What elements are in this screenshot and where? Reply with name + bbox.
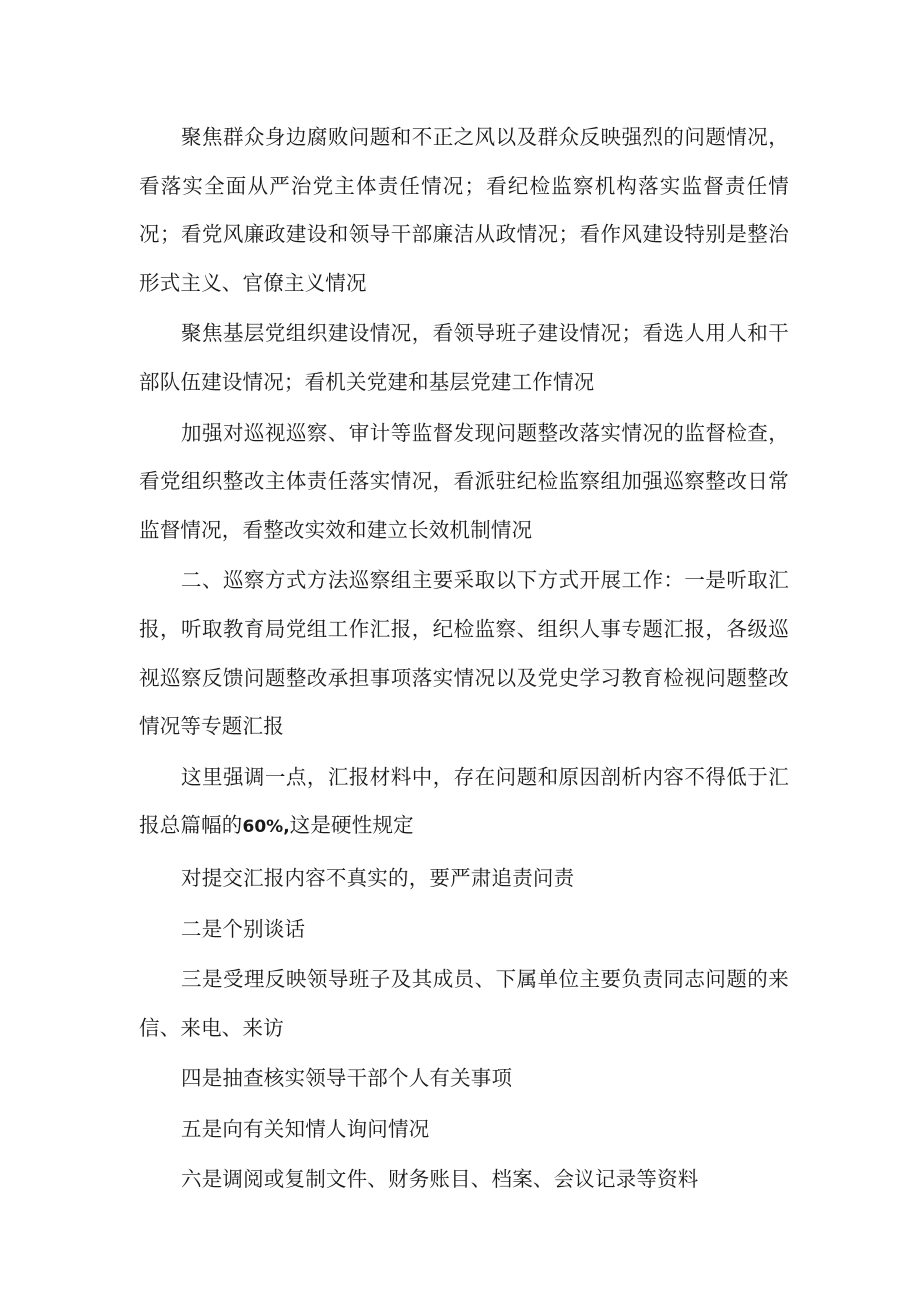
paragraph-focus-corruption: 聚焦群众身边腐败问题和不正之风以及群众反映强烈的问题情况，看落实全面从严治党主体责任情况；看纪检监察机构落实监督责任情况；看党风廉政建设和领导干部廉洁从政情况；看作风建设特别是整治形式主义、官僚主义情况 — [139, 125, 789, 295]
paragraph-focus-party-organization: 聚焦基层党组织建设情况，看领导班子建设情况；看选人用人和干部队伍建设情况；看机关党建和基层党建工作情况 — [139, 321, 789, 394]
paragraph-accountability: 对提交汇报内容不真实的，要严肃追责问责 — [181, 865, 575, 890]
paragraph-individual-talks: 二是个别谈话 — [181, 916, 306, 941]
paragraph-inspection-methods: 二、巡察方式方法巡察组主要采取以下方式开展工作：一是听取汇报，听取教育局党组工作汇报，纪检监察、组织人事专题汇报，各级巡视巡察反馈问题整改承担事项落实情况以及党史学习教育检视问题整改情况等专题汇报 — [139, 568, 789, 739]
paragraph-inquiry: 五是向有关知情人询问情况 — [181, 1116, 430, 1141]
paragraph-document-review: 六是调阅或复制文件、财务账目、档案、会议记录等资料 — [181, 1167, 699, 1192]
paragraph-personal-matters-check: 四是抽查核实领导干部个人有关事项 — [181, 1066, 513, 1091]
paragraph-letters-visits: 三是受理反映领导班子及其成员、下属单位主要负责同志问题的来信、来电、来访 — [139, 967, 789, 1040]
document-body — [139, 113, 789, 1206]
paragraph-report-requirement — [139, 753, 789, 852]
report-requirement-text-before: 这里强调一点，汇报材料中，存在问题和原因剖析内容不得低于汇报总篇幅的 — [139, 764, 789, 838]
report-requirement-percentage: 60%, — [242, 817, 290, 838]
paragraph-rectification-supervision: 加强对巡视巡察、审计等监督发现问题整改落实情况的监督检查，看党组织整改主体责任落实情况，看派驻纪检监察组加强巡察整改日常监督情况，看整改实效和建立长效机制情况 — [139, 420, 789, 542]
report-requirement-text-after: 这是硬性规定 — [289, 813, 414, 838]
